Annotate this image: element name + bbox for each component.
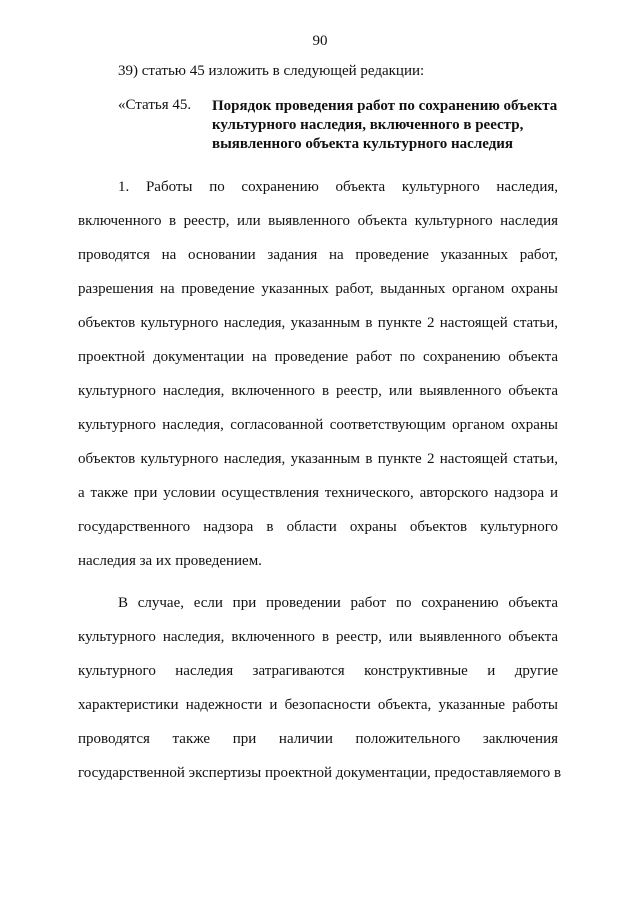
text-line: проводятся также при наличии положительного заключения — [78, 731, 558, 747]
article-title: Порядок проведения работ по сохранению объекта культурного наследия, включенного в реестр, выявленного объекта культурного наследия — [212, 98, 558, 152]
text-line: культурного наследия, включенного в реестр, или выявленного объекта — [78, 383, 558, 399]
text-line: а также при условии осуществления технического, авторского надзора и — [78, 485, 558, 501]
text-line: разрешения на проведение указанных работ, выданных органом охраны — [78, 281, 558, 297]
amendment-intro: 39) статью 45 изложить в следующей редакции: — [118, 63, 425, 79]
text-line: включенного в реестр, или выявленного объекта культурного наследия — [78, 213, 558, 229]
text-line: наследия за их проведением. — [78, 553, 262, 569]
text-line: культурного наследия, включенного в реестр, или выявленного объекта — [78, 629, 558, 645]
text-line: В случае, если при проведении работ по сохранению объекта — [118, 595, 558, 611]
paragraph-1 — [78, 170, 558, 578]
text-line: 1. Работы по сохранению объекта культурного наследия, — [118, 179, 558, 195]
paragraph-2 — [78, 586, 562, 790]
text-line: государственной экспертизы проектной документации, предоставляемого в — [78, 765, 562, 781]
text-line: проектной документации на проведение работ по сохранению объекта — [78, 349, 558, 365]
text-line: объектов культурного наследия, указанным в пункте 2 настоящей статьи, — [78, 451, 558, 467]
text-line: характеристики надежности и безопасности объекта, указанные работы — [78, 697, 558, 713]
text-line: государственного надзора в области охраны объектов культурного — [78, 519, 558, 535]
page-number: 90 — [312, 33, 328, 49]
article-label: «Статья 45. — [118, 97, 192, 113]
text-line: объектов культурного наследия, указанным в пункте 2 настоящей статьи, — [78, 315, 558, 331]
text-line: культурного наследия, согласованной соответствующим органом охраны — [78, 417, 558, 433]
text-line: проводятся на основании задания на проведение указанных работ, — [78, 247, 558, 263]
text-line: культурного наследия затрагиваются конструктивные и другие — [78, 663, 558, 679]
